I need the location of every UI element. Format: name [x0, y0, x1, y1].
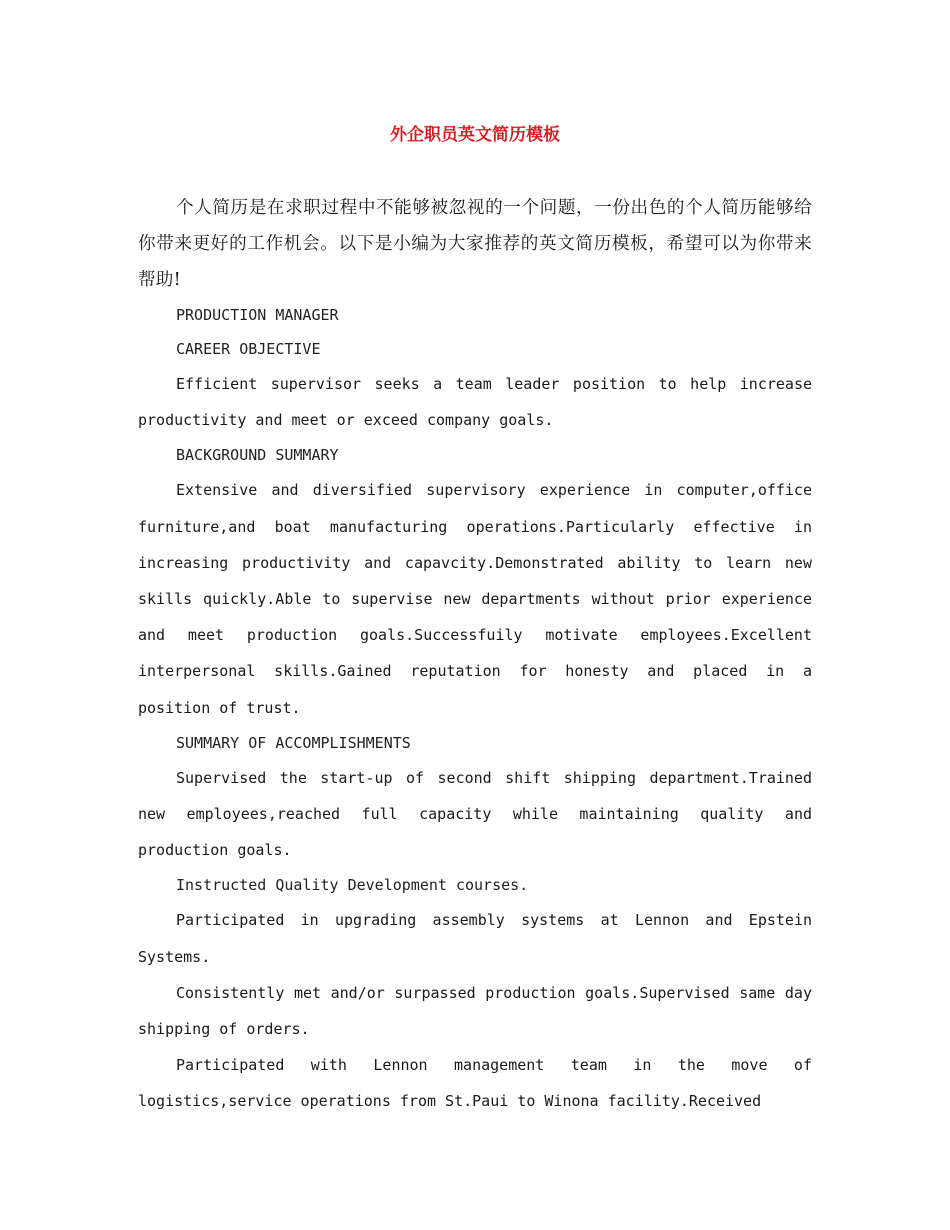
intro-paragraph: 个人简历是在求职过程中不能够被忽视的一个问题，一份出色的个人简历能够给你带来更好的工作机会。以下是小编为大家推荐的英文简历模板，希望可以为你带来帮助!: [138, 198, 812, 290]
accomplishment-item: Instructed Quality Development courses.: [176, 876, 529, 895]
accomplishment-item: Participated with Lennon management team in the move of logistics,service operations from St.Paui to Winona facility.Received: [138, 1056, 812, 1111]
accomplishment-item: Participated in upgrading assembly systems at Lennon and Epstein Systems.: [138, 911, 812, 966]
accomplishments-heading: SUMMARY OF ACCOMPLISHMENTS: [176, 733, 411, 752]
accomplishment-item: Consistently met and/or surpassed production goals.Supervised same day shipping of orders.: [138, 983, 812, 1039]
accomplishment-item: Supervised the start-up of second shift shipping department.Trained new employees,reached full capacity while maintaining quality and production goals.: [138, 768, 812, 860]
background-summary-heading: BACKGROUND SUMMARY: [176, 446, 339, 465]
career-objective-heading: CAREER OBJECTIVE: [176, 340, 321, 358]
document-title: 外企职员英文简历模板: [390, 125, 560, 145]
career-objective-text: Efficient supervisor seeks a team leader position to help increase productivity and meet or exceed company goals.: [138, 375, 812, 430]
position-title: PRODUCTION MANAGER: [176, 306, 339, 324]
document-body: [138, 190, 812, 1120]
background-summary-text: Extensive and diversified supervisory experience in computer,office furniture,and boat manufacturing operations.Particularly effective in increasing productivity and capavcity.Demonstrated ability to learn new skills quickly.Able to supervise new departments without prior experience and meet production goals.Successfuily motivate employees.Excellent interpersonal skills.Gained reputation for honesty and placed in a position of trust.: [138, 481, 812, 717]
